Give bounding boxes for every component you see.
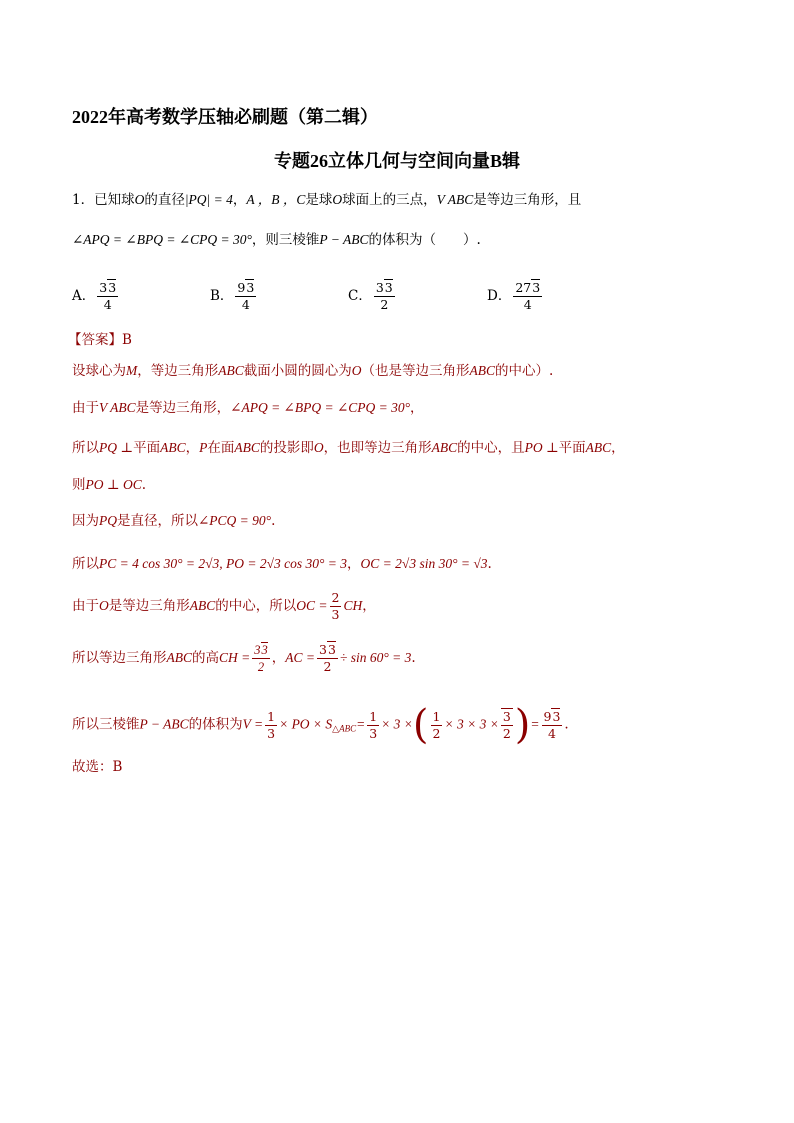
option-b[interactable]: B． $\frac{93}{4}$ bbox=[210, 280, 255, 312]
solution-conclusion: 故选：B bbox=[72, 759, 123, 775]
solution-line-2: 由于V ABC是等边三角形，∠APQ = ∠BPQ = ∠CPQ = 30°， bbox=[72, 400, 424, 416]
solution-line-4: 则PO ⊥ OC. bbox=[72, 477, 146, 493]
solution-line-3: 所以PQ ⊥平面ABC，P在面ABC的投影即O，也即等边三角形ABC的中心，且PO ⊥平面ABC， bbox=[72, 440, 625, 456]
option-a[interactable]: A． $\frac{33}{4}$ bbox=[72, 280, 117, 312]
section-title: 专题26立体几何与空间向量B辑 bbox=[273, 151, 520, 171]
page-title: 2022年高考数学压轴必刷题（第二辑） bbox=[72, 107, 378, 127]
answer-tag: 【答案】B bbox=[68, 332, 132, 348]
solution-line-6: 所以PC = 4 cos 30° = 2√3, PO = 2√3 cos 30° = 3，OC = 2√3 sin 30° = √3. bbox=[72, 556, 492, 572]
question-line-1: 1．已知球O的直径|PQ| = 4，A ，B ，C是球O球面上的三点，V ABC是等边三角形，且 bbox=[72, 192, 582, 208]
solution-line-5: 因为PQ是直径，所以∠PCQ = 90°. bbox=[72, 513, 276, 529]
solution-line-8: 所以等边三角形ABC的高CH = $\frac{33}{2}$ ，AC = $\frac{33}{2}$ ÷ sin 60° = 3. bbox=[72, 642, 416, 674]
solution-line-1: 设球心为M，等边三角形ABC截面小圆的圆心为O（也是等边三角形ABC的中心）. bbox=[72, 363, 554, 379]
solution-line-7: 由于O是等边三角形ABC的中心，所以OC = $\frac{2}{3}$ CH， bbox=[72, 590, 376, 622]
option-c[interactable]: C． $\frac{33}{2}$ bbox=[348, 280, 393, 312]
option-d[interactable]: D． $\frac{273}{4}$ bbox=[487, 280, 541, 312]
question-line-2: ∠APQ = ∠BPQ = ∠CPQ = 30°，则三棱锥P − ABC的体积为（ ）. bbox=[72, 232, 481, 248]
solution-line-9: 所以三棱锥P − ABC的体积为V = $\frac{1}{3}$ × PO × $S_{\triangle ABC}=$ $\frac{1}{3}$ × 3 ×( $\frac{1}{2}$ × 3 × 3 × $\frac{3}{2}$ )= $\frac{93}{4}$ . bbox=[72, 702, 569, 748]
